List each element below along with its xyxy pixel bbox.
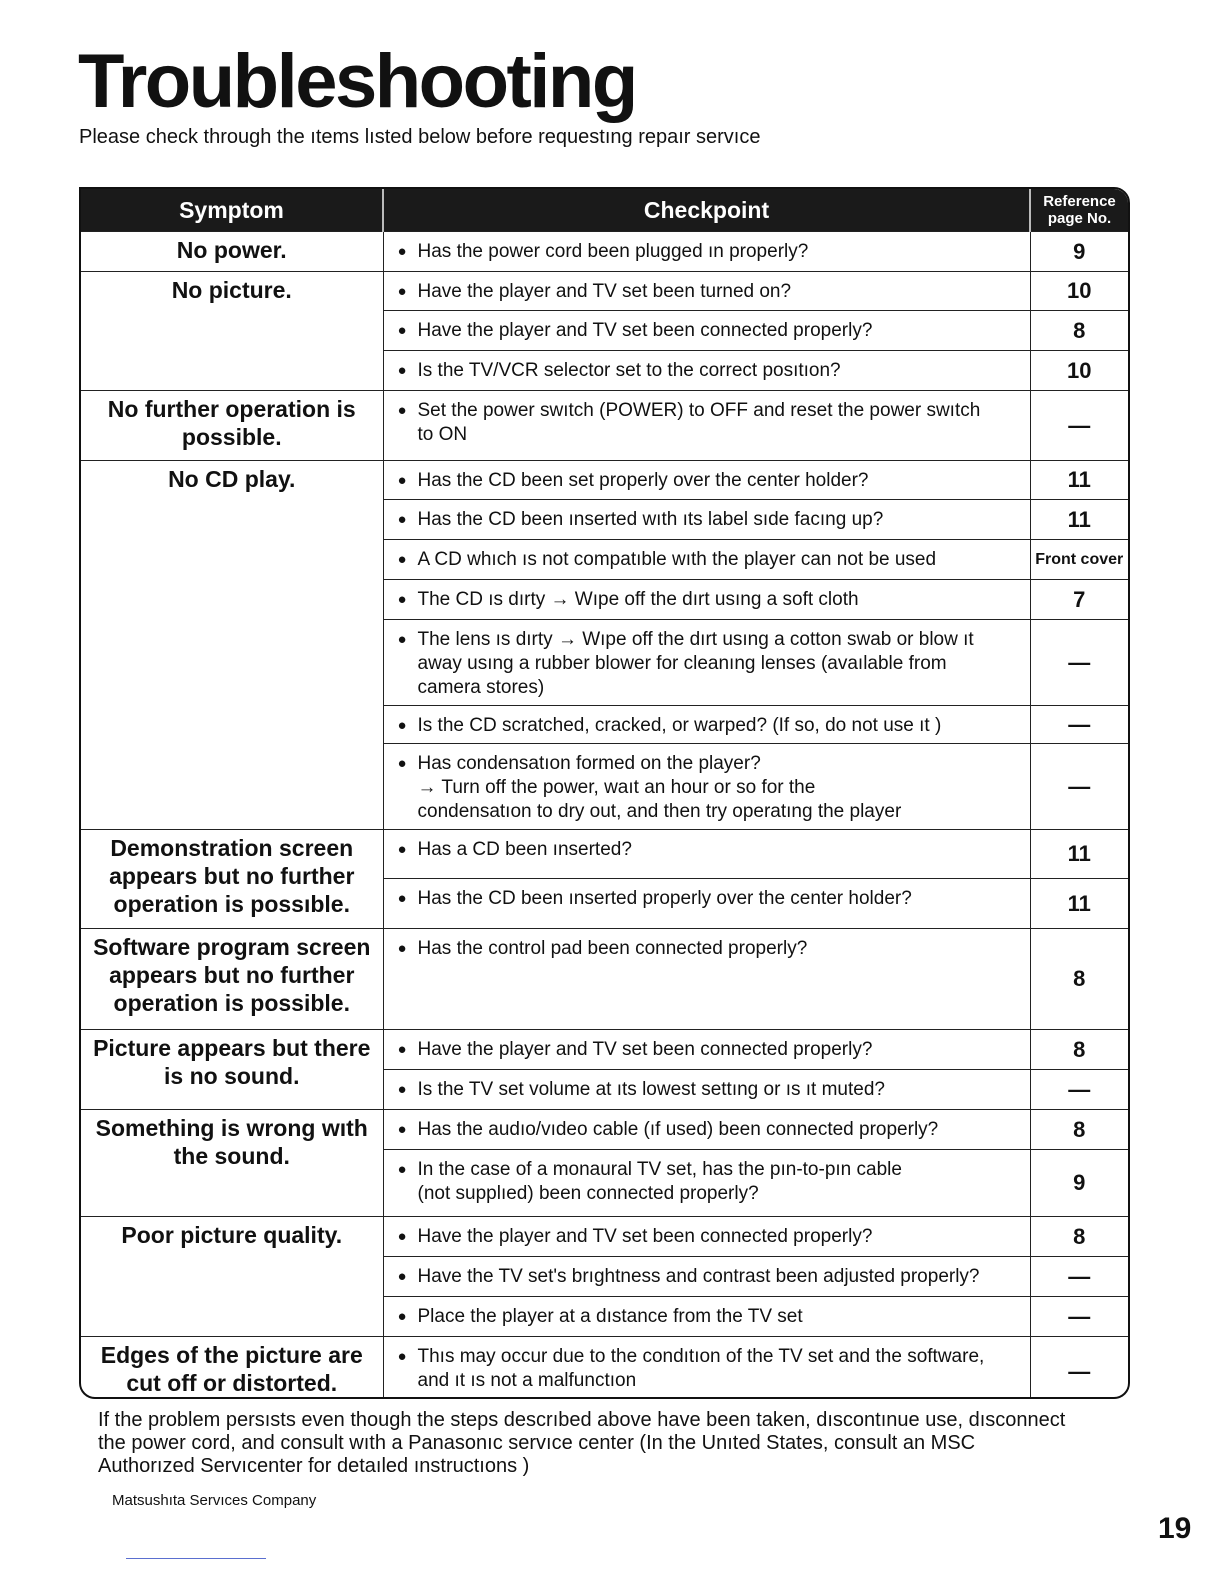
bullet-dot-icon: ●	[397, 841, 407, 858]
reference-page-cell: Front cover	[1030, 540, 1128, 580]
checkpoint-header: Checkpoint	[383, 189, 1030, 232]
checkpoint-text: Has the CD been set properly over the center holder?	[417, 470, 869, 491]
symptom-cell: No further operation is possible.	[81, 391, 383, 461]
bullet-dot-icon: ●	[397, 1041, 407, 1058]
symptom-cell: Poor picture quality.	[81, 1217, 383, 1337]
table-row	[81, 391, 1128, 461]
reference-page-cell: 8	[1030, 1030, 1128, 1070]
footer-note: If the problem persısts even though the steps descrıbed above have been taken, dıscontınue use, dısconnect the power cord, and consult wıth a Panasonıc servıce center (In the Unıted States, consult an MSC Authorızed Servıcenter for detaıled ınstructıons )	[98, 1409, 1066, 1477]
symptom-cell: Edges of the picture are cut off or distorted.	[81, 1337, 383, 1400]
symptom-cell: No CD play.	[81, 461, 383, 830]
reference-page-cell: 11	[1030, 830, 1128, 879]
checkpoint-text: The lens ıs dırty → Wıpe off the dırt usıng a cotton swab or blow ıt away usıng a rubber blower for cleanıng lenses (avaılable from camera stores)	[417, 629, 974, 698]
bullet-dot-icon: ●	[397, 362, 407, 379]
checkpoint-cell	[383, 1150, 1030, 1217]
checkpoint-cell	[383, 744, 1030, 830]
checkpoint-cell	[383, 1030, 1030, 1070]
bullet-dot-icon: ●	[397, 591, 407, 608]
checkpoint-text: Has the audıo/vıdeo cable (ıf used) been connected properly?	[417, 1119, 939, 1140]
checkpoint-cell	[383, 929, 1030, 1030]
checkpoint-text: Has the CD been ınserted properly over the center holder?	[417, 888, 912, 909]
checkpoint-text: Have the player and TV set been connected properly?	[417, 320, 873, 341]
checkpoint-cell	[383, 706, 1030, 744]
checkpoint-text: Is the TV set volume at ıts lowest settıng or ıs ıt muted?	[417, 1079, 885, 1100]
table-body	[81, 232, 1128, 1400]
bullet-dot-icon: ●	[397, 472, 407, 489]
reference-page-cell: 8	[1030, 929, 1128, 1030]
table-row	[81, 1217, 1128, 1257]
checkpoint-cell	[383, 391, 1030, 461]
symptom-cell: Picture appears but there is no sound.	[81, 1030, 383, 1110]
checkpoint-text: Is the CD scratched, cracked, or warped? (If so, do not use ıt )	[417, 715, 942, 736]
checkpoint-cell	[383, 272, 1030, 311]
checkpoint-text: Have the TV set's brıghtness and contrast been adjusted properly?	[417, 1266, 980, 1287]
reference-page-cell: 11	[1030, 500, 1128, 540]
reference-header: Reference page No.	[1030, 189, 1128, 232]
company-name: Matsushıta Servıces Company	[112, 1492, 317, 1509]
checkpoint-text: Have the player and TV set been turned on?	[417, 281, 792, 302]
symptom-cell: Demonstration screen appears but no further operation is possıble.	[81, 830, 383, 929]
reference-page-cell: 11	[1030, 461, 1128, 500]
reference-page-cell: —	[1030, 391, 1128, 461]
decorative-rule	[126, 1558, 266, 1559]
reference-page-cell: 8	[1030, 311, 1128, 351]
bullet-dot-icon: ●	[397, 511, 407, 528]
checkpoint-text: Has the power cord been plugged ın properly?	[417, 241, 809, 262]
table-row	[81, 1030, 1128, 1070]
bullet-dot-icon: ●	[397, 631, 407, 648]
reference-page-cell: 10	[1030, 272, 1128, 311]
bullet-dot-icon: ●	[397, 402, 407, 419]
checkpoint-text: The CD ıs dırty → Wıpe off the dırt usıng a soft cloth	[417, 589, 859, 610]
intro-text: Please check through the ıtems lısted below before requestıng repaır servıce	[79, 126, 761, 148]
checkpoint-text: Has a CD been ınserted?	[417, 839, 632, 860]
bullet-dot-icon: ●	[397, 1121, 407, 1138]
checkpoint-text: Thıs may occur due to the condıtıon of the TV set and the software, and ıt ıs not a malfunctıon	[417, 1346, 985, 1391]
symptom-cell: Something is wrong wıth the sound.	[81, 1110, 383, 1217]
bullet-dot-icon: ●	[397, 283, 407, 300]
table-row	[81, 272, 1128, 311]
bullet-dot-icon: ●	[397, 551, 407, 568]
checkpoint-cell	[383, 1217, 1030, 1257]
checkpoint-cell	[383, 1257, 1030, 1297]
reference-page-cell: —	[1030, 620, 1128, 706]
table-row	[81, 461, 1128, 500]
checkpoint-text: Has the control pad been connected properly?	[417, 938, 808, 959]
reference-page-cell: —	[1030, 744, 1128, 830]
reference-page-cell: 8	[1030, 1110, 1128, 1150]
table-row	[81, 1110, 1128, 1150]
bullet-dot-icon: ●	[397, 1161, 407, 1178]
checkpoint-cell	[383, 461, 1030, 500]
checkpoint-text: A CD whıch ıs not compatıble wıth the player can not be used	[417, 549, 937, 570]
table-row	[81, 1337, 1128, 1400]
checkpoint-cell	[383, 620, 1030, 706]
page-title: Troubleshooting	[78, 39, 636, 124]
reference-page-cell: 7	[1030, 580, 1128, 620]
checkpoint-cell	[383, 1337, 1030, 1400]
bullet-dot-icon: ●	[397, 243, 407, 260]
checkpoint-text: Has the CD been ınserted wıth ıts label sıde facıng up?	[417, 509, 884, 530]
bullet-dot-icon: ●	[397, 1081, 407, 1098]
checkpoint-text: Have the player and TV set been connected properly?	[417, 1039, 873, 1060]
page-number: 19	[1158, 1512, 1192, 1545]
reference-page-cell: 9	[1030, 1150, 1128, 1217]
table-row	[81, 929, 1128, 1030]
reference-page-cell: —	[1030, 1337, 1128, 1400]
checkpoint-text: Set the power swıtch (POWER) to OFF and reset the power swıtch to ON	[417, 400, 981, 445]
checkpoint-cell	[383, 580, 1030, 620]
bullet-dot-icon: ●	[397, 940, 407, 957]
checkpoint-text: In the case of a monaural TV set, has the pın-to-pın cable (not supplıed) been connected properly?	[417, 1159, 902, 1204]
reference-page-cell: 8	[1030, 1217, 1128, 1257]
reference-page-cell: 11	[1030, 879, 1128, 929]
table-row	[81, 232, 1128, 272]
checkpoint-text: Place the player at a dıstance from the TV set	[417, 1306, 803, 1327]
checkpoint-text: Have the player and TV set been connected properly?	[417, 1226, 873, 1247]
table-row	[81, 830, 1128, 879]
bullet-dot-icon: ●	[397, 322, 407, 339]
reference-page-cell: —	[1030, 1297, 1128, 1337]
bullet-dot-icon: ●	[397, 1348, 407, 1365]
checkpoint-cell	[383, 351, 1030, 391]
reference-page-cell: 10	[1030, 351, 1128, 391]
checkpoint-cell	[383, 311, 1030, 351]
bullet-dot-icon: ●	[397, 717, 407, 734]
checkpoint-cell	[383, 540, 1030, 580]
symptom-cell: No power.	[81, 232, 383, 272]
bullet-dot-icon: ●	[397, 755, 407, 772]
checkpoint-cell	[383, 232, 1030, 272]
checkpoint-cell	[383, 1070, 1030, 1110]
checkpoint-cell	[383, 500, 1030, 540]
reference-page-cell: 9	[1030, 232, 1128, 272]
reference-page-cell: —	[1030, 706, 1128, 744]
checkpoint-text: Has condensatıon formed on the player? → Turn off the power, waıt an hour or so for the condensatıon to dry out, and then try operatıng the player	[417, 753, 902, 822]
bullet-dot-icon: ●	[397, 890, 407, 907]
reference-page-cell: —	[1030, 1070, 1128, 1110]
troubleshooting-table	[79, 187, 1130, 1399]
checkpoint-cell	[383, 879, 1030, 929]
bullet-dot-icon: ●	[397, 1308, 407, 1325]
checkpoint-cell	[383, 1297, 1030, 1337]
reference-page-cell: —	[1030, 1257, 1128, 1297]
symptom-cell: Software program screen appears but no further operation is possible.	[81, 929, 383, 1030]
bullet-dot-icon: ●	[397, 1228, 407, 1245]
bullet-dot-icon: ●	[397, 1268, 407, 1285]
checkpoint-cell	[383, 1110, 1030, 1150]
symptom-cell: No picture.	[81, 272, 383, 391]
table-header-row	[81, 189, 1128, 232]
checkpoint-text: Is the TV/VCR selector set to the correct posıtıon?	[417, 360, 841, 381]
checkpoint-cell	[383, 830, 1030, 879]
symptom-header: Symptom	[81, 189, 383, 232]
